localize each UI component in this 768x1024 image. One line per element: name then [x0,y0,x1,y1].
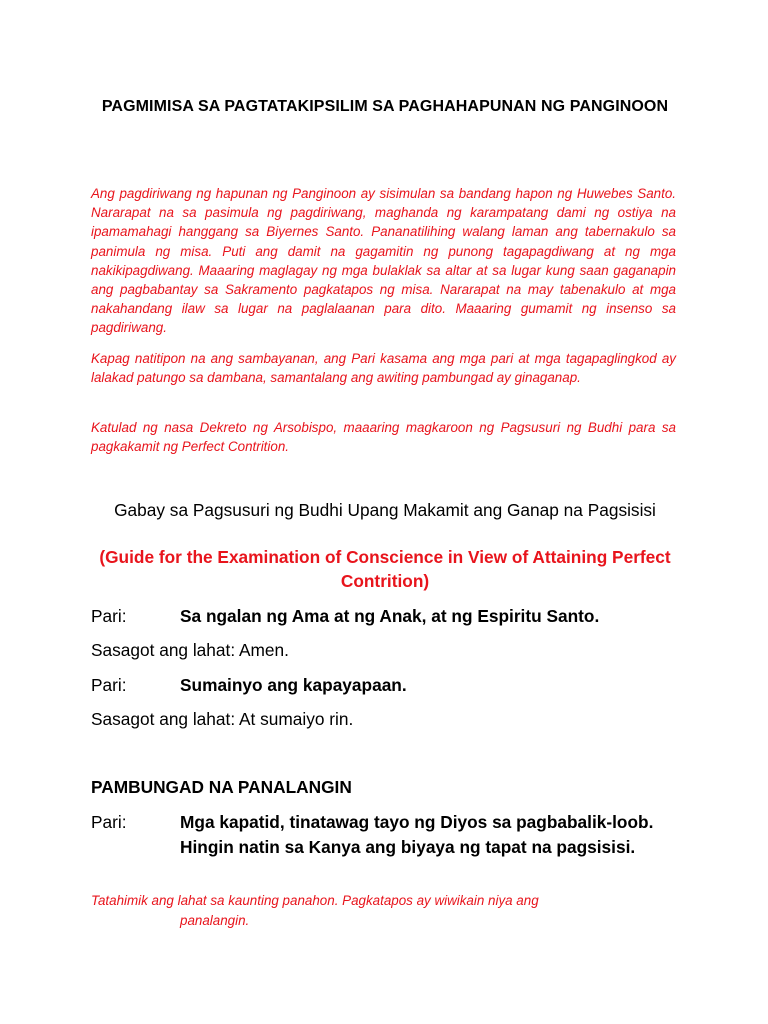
section-heading: PAMBUNGAD NA PANALANGIN [91,777,352,797]
rubric-paragraph-3: Katulad ng nasa Dekreto ng Arsobispo, maaaring magkaroon ng Pagsusuri ng Budhi para sa pagkakamit ng Perfect Contrition. [91,420,676,455]
speaker-label: Pari: [91,675,127,695]
guide-subtitle: (Guide for the Examination of Conscience in View of Attaining Perfect Contrition) [99,547,671,591]
final-rubric-line-1: Tatahimik ang lahat sa kaunting panahon. Pagkatapos ay wiwikain niya ang [91,893,539,908]
priest-speech: Sumainyo ang kapayapaan. [180,675,407,695]
final-rubric [91,891,611,931]
final-rubric-line-2: panalangin. [180,913,250,928]
congregation-response-2: Sasagot ang lahat: At sumaiyo rin. [91,709,354,729]
rubric-paragraph-2: Kapag natitipon na ang sambayanan, ang Pari kasama ang mga pari at mga tagapaglingkod ay lalakad patungo sa dambana, samantalang ang awiting pambungad ay ginaganap. [91,351,676,386]
rubric-paragraph-1: Ang pagdiriwang ng hapunan ng Panginoon ay sisimulan sa bandang hapon ng Huwebes Santo. Nararapat na sa pasimula ng pagdiriwang, maghanda ng karampatang dami ng ostiya na ipamamahagi hanggang sa Biyernes Santo. Pananatilihing walang laman ang tabernakulo sa panimula ng misa. Puti ang damit na gagamitin ng punong tagapagdiwang at ng mga nakikipagdiwang. Maaaring maglagay ng mga bulaklak sa altar at sa lugar kung saan gaganapin ang pagbabantay sa Sakramento pagkatapos ng misa. Nararapat na may tabenakulo at mga nakahandang ilaw sa lugar na paglalaanan para dito. Maaaring gumamit ng insenso sa pagdiriwang. [91,186,676,336]
priest-speech: Sa ngalan ng Ama at ng Anak, at ng Espiritu Santo. [180,606,600,626]
document-title: PAGMIMISA SA PAGTATAKIPSILIM SA PAGHAHAPUNAN NG PANGINOON [101,98,669,115]
speaker-label: Pari: [91,812,127,832]
speaker-label: Pari: [91,606,127,626]
priest-prayer: Mga kapatid, tinatawag tayo ng Diyos sa pagbabalik-loob. Hingin natin sa Kanya ang biyaya ng tapat na pagsisisi. [180,812,654,857]
guide-title: Gabay sa Pagsusuri ng Budhi Upang Makamit ang Ganap na Pagsisisi [114,500,656,520]
congregation-response-1: Sasagot ang lahat: Amen. [91,640,289,660]
